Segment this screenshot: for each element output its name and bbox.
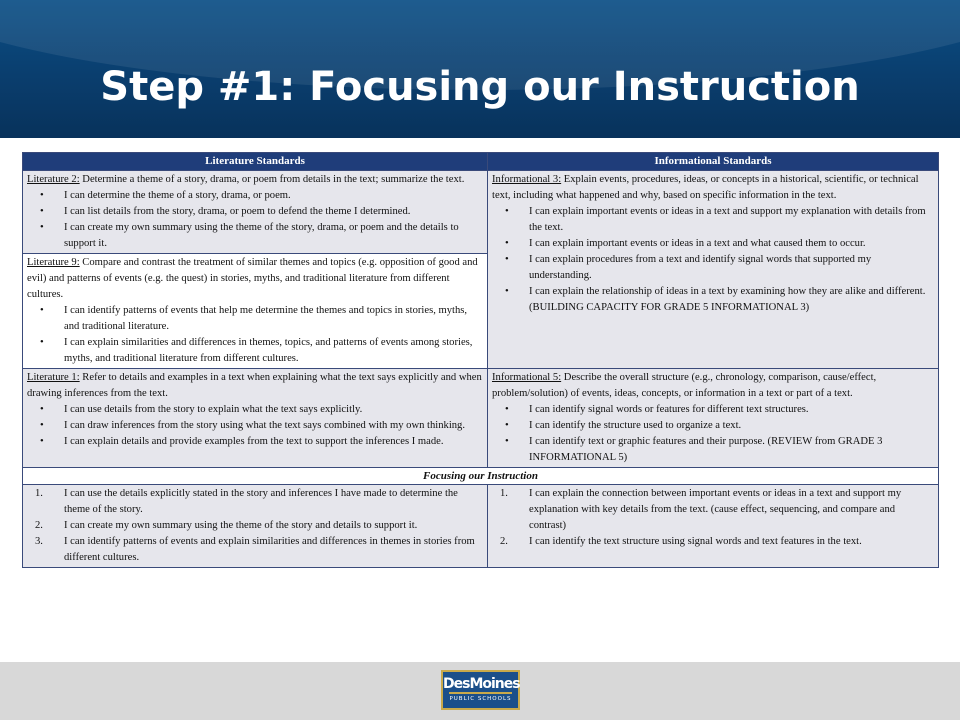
literature-1-bullets (27, 402, 483, 450)
focus-header-row (23, 468, 939, 485)
list-item (27, 486, 483, 518)
list-item: • I can draw inferences from the story using what the text says combined with my own thinking. (27, 418, 483, 434)
list-number: 2. (500, 536, 508, 547)
literature-9-bullets (27, 303, 483, 367)
literature-2-text: Determine a theme of a story, drama, or poem from details in the text; summarize the text. (79, 174, 465, 185)
table-header-row (23, 153, 939, 171)
list-text: I can explain the connection between important events or ideas in a text and support my explanation with key details from the text. (cause effect, sequencing, and compare and contrast) (529, 488, 902, 531)
list-item: • I can explain details and provide examples from the text to support the inferences I made. (27, 434, 483, 450)
list-item: • I can identify the structure used to organize a text. (492, 418, 934, 434)
literature-2-bullets (27, 188, 483, 252)
des-moines-public-schools-logo (441, 670, 520, 710)
informational-5-ref: Informational 5: (492, 372, 562, 383)
informational-3-cell (488, 171, 939, 369)
literature-1-ref: Literature 1: (27, 372, 80, 383)
literature-9-cell (23, 254, 488, 369)
focus-header: Focusing our Instruction (23, 468, 939, 485)
list-text: I can identify patterns of events and explain similarities and differences in themes in stories from different cultures. (64, 536, 475, 563)
focus-literature-list (27, 486, 483, 566)
list-item: • I can explain the relationship of ideas in a text by examining how they are alike and different. (BUILDING CAPACITY FOR GRADE 5 INFORMATIONAL 3) (492, 284, 934, 316)
informational-5-bullets (492, 402, 934, 466)
logo-name: DesMoines (443, 676, 520, 692)
slide-title: Step #1: Focusing our Instruction (100, 64, 860, 110)
list-item: • I can explain important events or ideas in a text and what caused them to occur. (492, 236, 934, 252)
literature-2-cell (23, 171, 488, 254)
literature-1-text: Refer to details and examples in a text when explaining what the text says explicitly and when drawing inferences from the text. (27, 372, 482, 399)
list-item (27, 518, 483, 534)
list-number: 3. (35, 536, 43, 547)
list-item: • I can use details from the story to explain what the text says explicitly. (27, 402, 483, 418)
list-number: 2. (35, 520, 43, 531)
list-item: • I can determine the theme of a story, drama, or poem. (27, 188, 483, 204)
informational-3-ref: Informational 3: (492, 174, 562, 185)
slide-header (0, 0, 960, 138)
list-item: • I can explain similarities and differences in themes, topics, and patterns of events among stories, myths, and traditional literature from different cultures. (27, 335, 483, 367)
focus-literature-cell (23, 485, 488, 568)
list-item: • I can identify patterns of events that help me determine the themes and topics in stories, myths, and traditional literature. (27, 303, 483, 335)
literature-1-cell (23, 369, 488, 468)
list-item: • I can explain important events or ideas in a text and support my explanation with details from the text. (492, 204, 934, 236)
informational-standards-header: Informational Standards (488, 153, 939, 171)
literature-2-ref: Literature 2: (27, 174, 80, 185)
list-item: • I can identify signal words or features for different text structures. (492, 402, 934, 418)
list-number: 1. (35, 488, 43, 499)
standards-table (22, 152, 939, 568)
list-number: 1. (500, 488, 508, 499)
informational-5-cell (488, 369, 939, 468)
list-text: I can use the details explicitly stated in the story and inferences I have made to determine the theme of the story. (64, 488, 458, 515)
literature-9-ref: Literature 9: (27, 257, 80, 268)
list-text: I can identify the text structure using signal words and text features in the text. (529, 536, 862, 547)
focus-informational-list (492, 486, 934, 550)
list-item: • I can explain procedures from a text and identify signal words that supported my understanding. (492, 252, 934, 284)
informational-5-text: Describe the overall structure (e.g., chronology, comparison, cause/effect, problem/solution) of events, ideas, concepts, or information in a text or part of a text. (492, 372, 877, 399)
focus-informational-cell (488, 485, 939, 568)
list-item: • I can identify text or graphic features and their purpose. (REVIEW from GRADE 3 INFORMATIONAL 5) (492, 434, 934, 466)
list-item: • I can list details from the story, drama, or poem to defend the theme I determined. (27, 204, 483, 220)
informational-3-bullets (492, 204, 934, 316)
list-text: I can create my own summary using the theme of the story and details to support it. (64, 520, 418, 531)
literature-standards-header: Literature Standards (23, 153, 488, 171)
informational-3-text: Explain events, procedures, ideas, or concepts in a historical, scientific, or technical text, including what happened and why, based on specific information in the text. (492, 174, 919, 201)
logo-divider (449, 692, 512, 694)
list-item: • I can create my own summary using the theme of the story, drama, or poem and the details to support it. (27, 220, 483, 252)
literature-9-text: Compare and contrast the treatment of similar themes and topics (e.g. opposition of good and evil) and patterns of events (e.g. the quest) in stories, myths, and traditional literature from different cultures. (27, 257, 478, 300)
list-item (492, 486, 934, 534)
list-item (492, 534, 934, 550)
logo-subtitle: PUBLIC SCHOOLS (449, 696, 512, 702)
list-item (27, 534, 483, 566)
